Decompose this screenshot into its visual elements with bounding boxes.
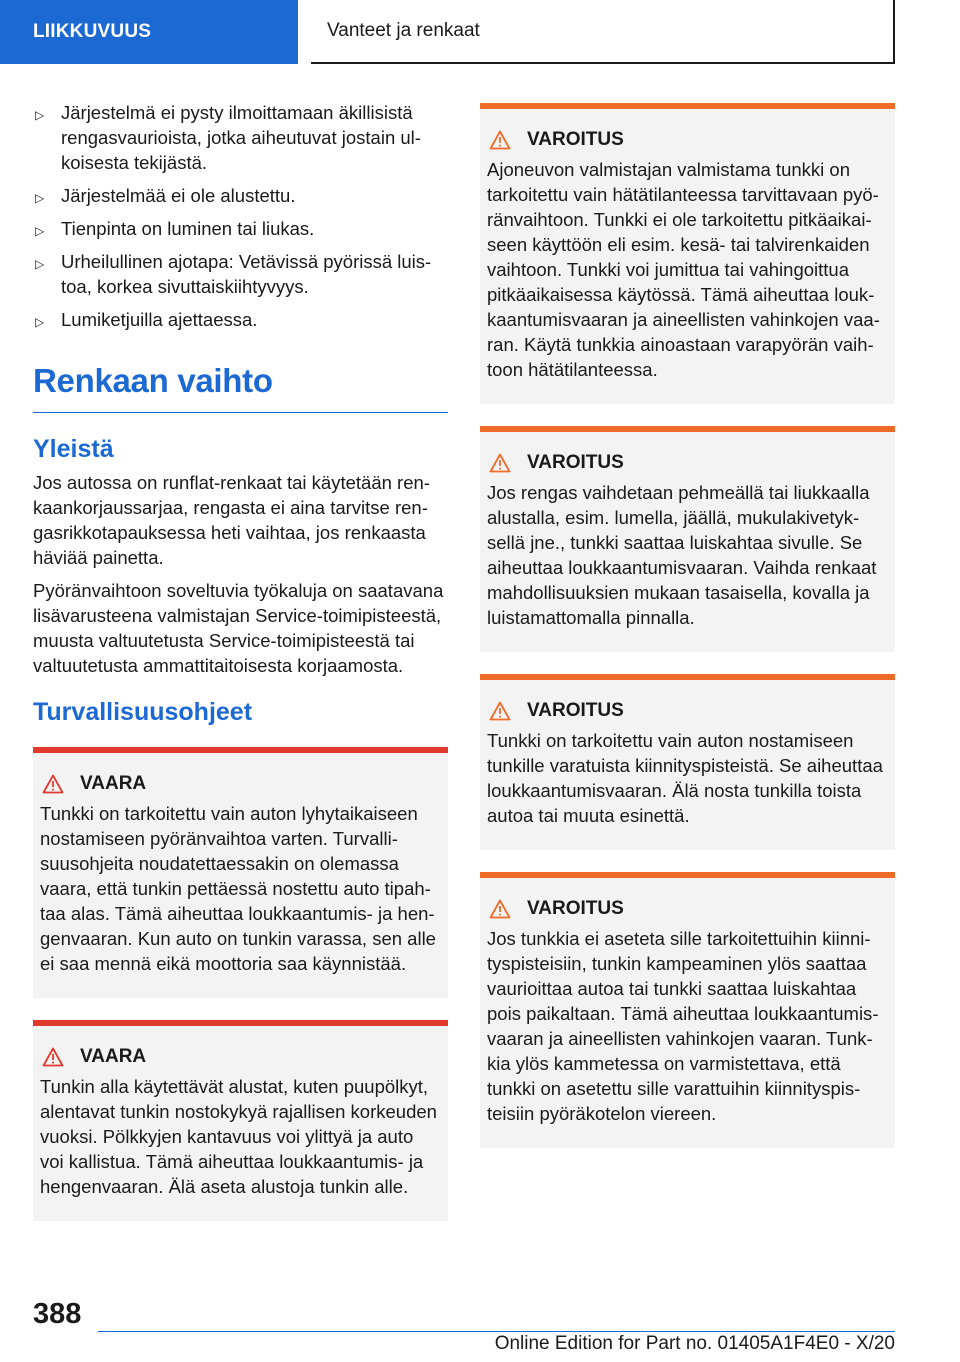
list-item: ▷ Järjestelmä ei pysty ilmoittamaan äkillisistä rengasvaurioista, jotka aiheutuvat jostain ulkoisesta tekijästä. bbox=[35, 102, 421, 173]
warning-triangle-icon bbox=[489, 130, 511, 150]
warning-triangle-icon bbox=[489, 899, 511, 919]
header-section-tab bbox=[0, 0, 298, 64]
warning-text: Ajoneuvon valmistajan valmistama tunkki on tarkoitettu vain hätätilanteessa tarvittavaan pyöränvaihtoon. Tunkki ei ole tarkoitettu pitkäaikaiseen käyttöön eli esim. kesä- tai talvirenkaiden vaihtoon. Tunkki voi jumittua tai vahingoittua pitkäaikaisessa käytössä. Tämä aiheuttaa loukkaantumisvaaran ja aineellisten vahinkojen vaaran. Käytä tunkkia ainoastaan varapyörän vaihtoon hätätilanteessa. bbox=[487, 159, 880, 380]
danger-text: Tunkin alla käytettävät alustat, kuten puupölkyt, alentavat tunkin nostokykyä rajallisen korkeuden vuoksi. Pölkkyjen kantavuus voi ylittyä ja auto voi kallistua. Tämä aiheuttaa loukkaantumis- ja hengenvaaran. Älä aseta alustoja tunkin alle. bbox=[40, 1076, 437, 1197]
warning-text: Jos rengas vaihdetaan pehmeällä tai liukkaalla alustalla, esim. lumella, jäällä, mukulakivetyksellä jne., tunkki saattaa luiskahtaa sivulle. Se aiheuttaa loukkaantumisvaaran. Vaihda renkaat mahdollisuuksien mukaan tasaisella, kovalla ja luistamattomalla pinnalla. bbox=[487, 482, 877, 628]
warning-text: Tunkki on tarkoitettu vain auton nostamiseen tunkille varatuista kiinnityspisteistä. Se aiheuttaa loukkaantumisvaaran. Älä nosta tunkilla toista autoa tai muuta esinettä. bbox=[487, 730, 883, 826]
footer-edition: Online Edition for Part no. 01405A1F4E0 - X/20 bbox=[494, 1333, 895, 1354]
warning-label: VAROITUS bbox=[527, 898, 624, 919]
warning-box bbox=[480, 674, 895, 850]
warning-box bbox=[480, 872, 895, 1148]
danger-box bbox=[33, 1020, 448, 1221]
subsection-heading-safety: Turvallisuusohjeet bbox=[33, 698, 253, 726]
list-item: ▷ Urheilullinen ajotapa: Vetävissä pyörissä luistoa, korkea sivuttaiskiihtyvyys. bbox=[35, 251, 432, 297]
triangle-bullet-icon: ▷ bbox=[35, 108, 45, 122]
warning-triangle-icon bbox=[42, 774, 64, 794]
condition-list bbox=[33, 100, 448, 332]
left-column bbox=[33, 100, 448, 1243]
warning-label: VAROITUS bbox=[527, 452, 624, 473]
paragraph: Pyöränvaihtoon soveltuvia työkaluja on saatavana lisävarusteena valmistajan Service-toimipisteestä, muusta valtuutetusta Service-toimipisteestä tai valtuutetusta ammattitaitoisesta korjaamosta. bbox=[33, 580, 444, 676]
warning-text: Jos tunkkia ei aseteta sille tarkoitettuihin kiinnityspisteisiin, tunkin kampeaminen ylös saattaa vaurioittaa autoa tai tunkki saattaa luiskahtaa pois paikaltaan. Tämä aiheuttaa loukkaantumisvaaran ja aineellisten vahinkojen vaaran. Tunkkia ylös kammetessa on varmistettava, että tunkki on asetettu sille varattuihin kiinnityspisteisiin pyöräkotelon viereen. bbox=[487, 928, 879, 1124]
page-number: 388 bbox=[33, 1298, 82, 1330]
subsection-heading-general: Yleistä bbox=[33, 435, 114, 463]
list-item: ▷ Järjestelmää ei ole alustettu. bbox=[33, 183, 448, 208]
danger-text: Tunkki on tarkoitettu vain auton lyhytaikaiseen nostamiseen pyöränvaihtoa varten. Turvallisuusohjeita noudatettaessakin on olemassa vaara, että tunkin pettäessä nostettu auto tipahtaa alas. Tämä aiheuttaa loukkaantumis- ja hengenvaaran. Kun auto on tunkin varassa, sen alle ei saa mennä eikä moottoria saa käynnistää. bbox=[40, 803, 436, 974]
triangle-bullet-icon: ▷ bbox=[35, 315, 45, 329]
warning-label: VAROITUS bbox=[527, 700, 624, 721]
list-item: ▷ Tienpinta on luminen tai liukas. bbox=[33, 216, 448, 241]
triangle-bullet-icon: ▷ bbox=[35, 224, 45, 238]
danger-box bbox=[33, 747, 448, 998]
warning-triangle-icon bbox=[42, 1047, 64, 1067]
right-column bbox=[480, 103, 895, 1170]
warning-triangle-icon bbox=[489, 453, 511, 473]
list-item: ▷ Lumiketjuilla ajettaessa. bbox=[33, 307, 448, 332]
paragraph: Jos autossa on runflat-renkaat tai käytetään renkaankorjaussarjaa, rengasta ei aina tarvitse rengasrikkotapauksessa heti vaihtaa, jos renkaasta häviää painetta. bbox=[33, 472, 430, 568]
warning-label: VAROITUS bbox=[527, 129, 624, 150]
section-heading: Renkaan vaihto bbox=[33, 362, 448, 413]
danger-label: VAARA bbox=[80, 1046, 147, 1067]
header-chapter bbox=[311, 0, 895, 64]
triangle-bullet-icon: ▷ bbox=[35, 191, 45, 205]
danger-label: VAARA bbox=[80, 773, 147, 794]
warning-box bbox=[480, 103, 895, 404]
header-section-label: LIIKKUVUUS bbox=[33, 21, 152, 42]
header-chapter-label: Vanteet ja renkaat bbox=[327, 20, 480, 41]
triangle-bullet-icon: ▷ bbox=[35, 257, 45, 271]
warning-triangle-icon bbox=[489, 701, 511, 721]
footer-divider bbox=[98, 1331, 895, 1332]
warning-box bbox=[480, 426, 895, 652]
